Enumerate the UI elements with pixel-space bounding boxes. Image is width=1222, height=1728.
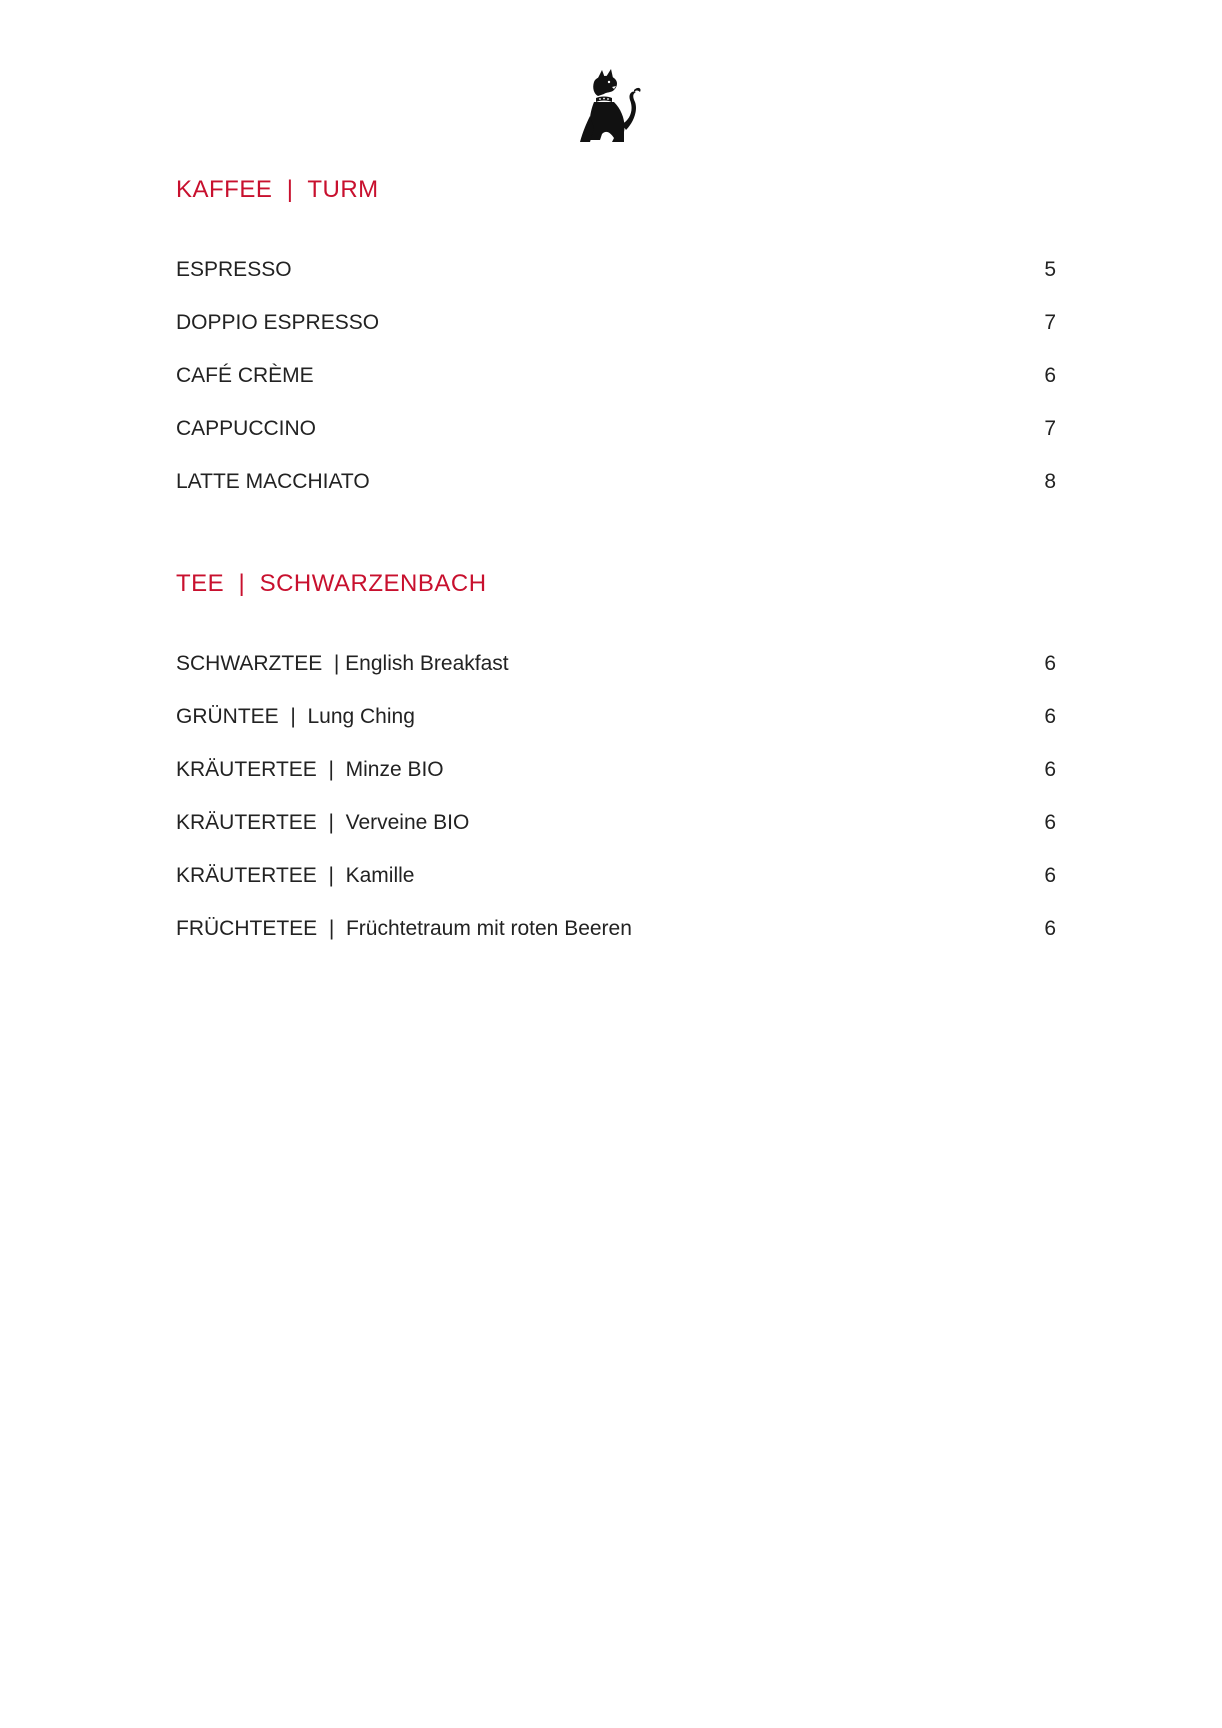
list-item xyxy=(176,637,1056,690)
item-price: 6 xyxy=(1044,363,1056,387)
item-name: GRÜNTEE | Lung Ching xyxy=(176,704,415,728)
item-name: SCHWARZTEE | English Breakfast xyxy=(176,651,509,675)
item-name: KRÄUTERTEE | Verveine BIO xyxy=(176,810,470,834)
item-price: 6 xyxy=(1044,757,1056,781)
item-name: CAPPUCCINO xyxy=(176,416,317,440)
section-title: TEE | SCHWARZENBACH xyxy=(176,570,487,597)
item-price: 7 xyxy=(1044,310,1056,334)
item-name: KRÄUTERTEE | Kamille xyxy=(176,863,415,887)
tea-list xyxy=(176,637,1056,955)
coffee-section xyxy=(176,175,1056,508)
section-title: KAFFEE | TURM xyxy=(176,176,379,203)
list-item xyxy=(176,349,1056,402)
item-price: 6 xyxy=(1044,704,1056,728)
item-name: FRÜCHTETEE | Früchtetraum mit roten Beeren xyxy=(176,916,632,940)
item-price: 6 xyxy=(1044,916,1056,940)
list-item xyxy=(176,690,1056,743)
heraldic-beast-icon xyxy=(578,68,648,148)
list-item xyxy=(176,796,1056,849)
item-price: 6 xyxy=(1044,651,1056,675)
item-name: DOPPIO ESPRESSO xyxy=(176,310,380,334)
item-price: 6 xyxy=(1044,863,1056,887)
list-item xyxy=(176,296,1056,349)
coffee-list xyxy=(176,243,1056,508)
item-name: ESPRESSO xyxy=(176,257,292,281)
item-name: CAFÉ CRÈME xyxy=(176,363,314,387)
tea-section xyxy=(176,569,1056,955)
item-name: LATTE MACCHIATO xyxy=(176,469,370,493)
item-price: 8 xyxy=(1044,469,1056,493)
item-price: 7 xyxy=(1044,416,1056,440)
item-price: 5 xyxy=(1044,257,1056,281)
list-item xyxy=(176,243,1056,296)
list-item xyxy=(176,849,1056,902)
list-item xyxy=(176,743,1056,796)
list-item xyxy=(176,902,1056,955)
list-item xyxy=(176,455,1056,508)
item-price: 6 xyxy=(1044,810,1056,834)
item-name: KRÄUTERTEE | Minze BIO xyxy=(176,757,444,781)
list-item xyxy=(176,402,1056,455)
